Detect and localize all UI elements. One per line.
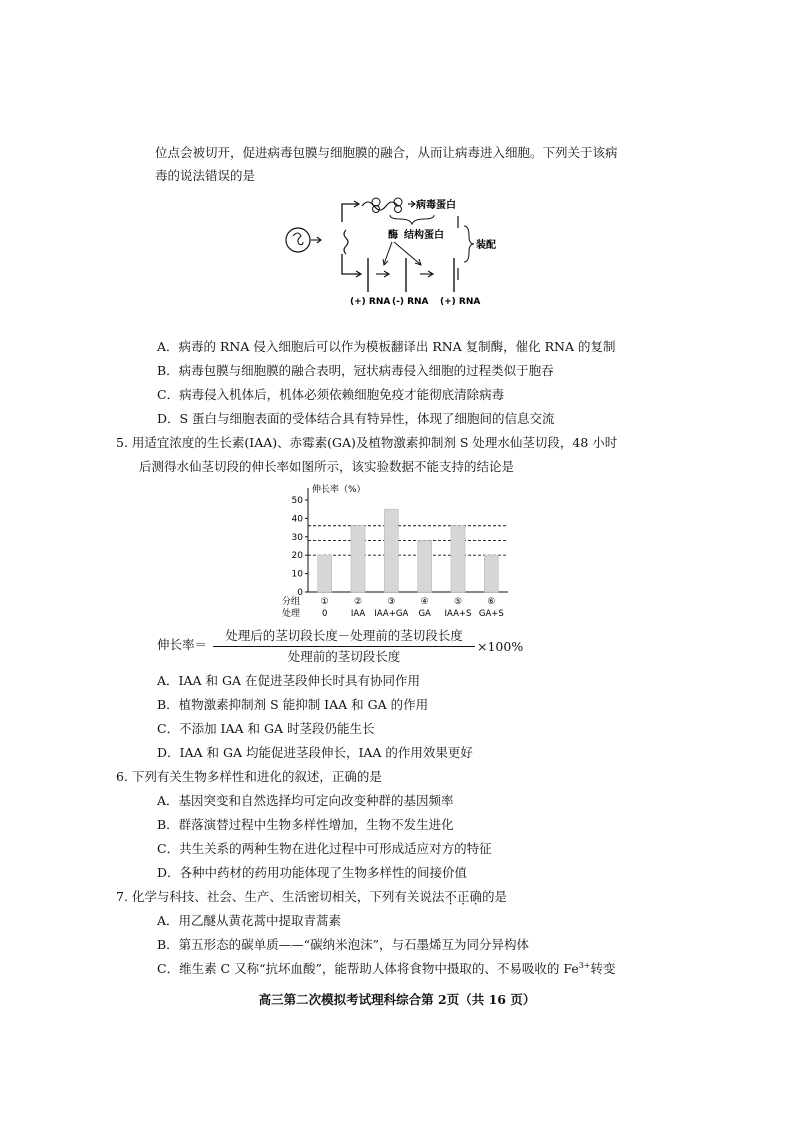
formula-denominator: 处理前的茎切段长度 bbox=[287, 649, 401, 664]
bar-0 bbox=[318, 555, 332, 592]
q4-intro-line2: 毒的说法错误的是 bbox=[155, 168, 256, 183]
bar-4 bbox=[451, 526, 465, 592]
group-number-5: ⑥ bbox=[487, 597, 496, 607]
category-label-5: GA+S bbox=[478, 609, 504, 619]
y-tick-label-1: 10 bbox=[291, 569, 303, 580]
fraction-bar bbox=[213, 646, 475, 647]
q7-option-c-text: C．维生素 C 又称“抗坏血酸”，能帮助人体将食物中摄取的、不易吸收的 Fe bbox=[157, 961, 579, 976]
category-label-1: IAA bbox=[350, 609, 366, 619]
q5-stem-line2: 后测得水仙茎切段的伸长率如图所示，该实验数据不能支持的结论是 bbox=[139, 459, 515, 474]
q7-stem-a: 7. 化学与科技、社会、生产、生活密切相关，下列有关说法 bbox=[116, 889, 445, 904]
elongation-rate-bar-chart bbox=[276, 480, 526, 625]
x-axis-label-line-1: 处理 bbox=[282, 609, 301, 619]
q5-option-c: C．不添加 IAA 和 GA 时茎段仍能生长 bbox=[157, 721, 375, 736]
q7-option-c-tail: 转变 bbox=[590, 961, 616, 976]
y-tick-label-2: 20 bbox=[291, 551, 303, 562]
virus-replication-diagram bbox=[280, 192, 510, 310]
q4-option-d: D．S 蛋白与细胞表面的受体结合具有特异性，体现了细胞间的信息交流 bbox=[157, 411, 555, 426]
label-assembly: 装配 bbox=[476, 240, 496, 251]
bar-1 bbox=[351, 526, 365, 592]
q7-option-c bbox=[157, 960, 616, 978]
protein-brace bbox=[390, 215, 434, 224]
q6-option-a: A．基因突变和自然选择均可定向改变种群的基因频率 bbox=[157, 793, 454, 808]
q6-option-b: B．群落演替过程中生物多样性增加，生物不发生进化 bbox=[157, 817, 454, 832]
q5-option-b: B．植物激素抑制剂 S 能抑制 IAA 和 GA 的作用 bbox=[157, 697, 429, 712]
label-enzyme: 酶 bbox=[388, 230, 398, 241]
q4-option-a: A．病毒的 RNA 侵入细胞后可以作为模板翻译出 RNA 复制酶，催化 RNA 的复制 bbox=[157, 339, 616, 354]
page-footer: 高三第二次模拟考试理科综合第 2页（共 16 页） bbox=[258, 992, 536, 1007]
category-label-4: IAA+S bbox=[444, 609, 472, 619]
label-virus-protein: 病毒蛋白 bbox=[416, 200, 456, 211]
q4-option-c: C．病毒侵入机体后，机体必须依赖细胞免疫才能彻底清除病毒 bbox=[157, 387, 505, 402]
q4-option-b: B．病毒包膜与细胞膜的融合表明，冠状病毒侵入细胞的过程类似于胞吞 bbox=[157, 363, 554, 378]
emphasis-char-0: 不 bbox=[444, 889, 457, 904]
group-number-1: ② bbox=[353, 597, 363, 607]
q6-option-c: C．共生关系的两种生物在进化过程中可形成适应对方的特征 bbox=[157, 841, 492, 856]
bar-2 bbox=[384, 509, 398, 592]
category-label-0: 0 bbox=[321, 609, 328, 619]
q6-option-d: D．各种中药材的药用功能体现了生物多样性的间接价值 bbox=[157, 865, 468, 880]
q7-stem-b: 的是 bbox=[481, 889, 507, 904]
y-axis-label: 伸长率（%） bbox=[312, 485, 366, 495]
formula-lhs: 伸长率＝ bbox=[157, 637, 208, 652]
label-rna-plus-2: (+) RNA bbox=[440, 297, 481, 307]
formula-rhs: ×100% bbox=[477, 639, 524, 654]
virus-rna-coil-icon bbox=[293, 233, 303, 245]
label-structural-protein: 结构蛋白 bbox=[404, 230, 444, 241]
group-number-4: ⑤ bbox=[453, 597, 463, 607]
category-label-2: IAA+GA bbox=[374, 609, 409, 619]
label-rna-plus-1: (+) RNA bbox=[350, 297, 391, 307]
q5-option-d: D．IAA 和 GA 均能促进茎段伸长，IAA 的作用效果更好 bbox=[157, 745, 473, 760]
q7-option-a: A．用乙醚从黄花蒿中提取青蒿素 bbox=[157, 913, 342, 928]
y-tick-label-4: 40 bbox=[291, 514, 303, 525]
x-axis-label-line-0: 分组 bbox=[282, 597, 301, 607]
group-number-3: ④ bbox=[420, 597, 429, 607]
q5-option-a: A．IAA 和 GA 在促进茎段伸长时具有协同作用 bbox=[157, 673, 420, 688]
formula-numerator: 处理后的茎切段长度－处理前的茎切段长度 bbox=[225, 628, 463, 643]
emphasis-char-1: 正 bbox=[456, 889, 470, 904]
label-rna-minus: (-) RNA bbox=[392, 297, 429, 307]
group-number-0: ① bbox=[320, 597, 329, 607]
q7-stem-emphasis bbox=[444, 889, 482, 904]
rna-strand bbox=[344, 230, 348, 254]
category-label-3: GA bbox=[418, 609, 431, 619]
y-tick-label-3: 30 bbox=[291, 532, 303, 543]
q5-stem-line1: 5. 用适宜浓度的生长素(IAA)、赤霉素(GA)及植物激素抑制剂 S 处理水仙茎切段，48 小时 bbox=[116, 435, 618, 450]
q4-intro-line1: 位点会被切开，促进病毒包膜与细胞膜的融合，从而让病毒进入细胞。下列关于该病 bbox=[155, 145, 618, 160]
group-number-2: ③ bbox=[387, 597, 396, 607]
bar-3 bbox=[418, 540, 432, 592]
q6-stem: 6. 下列有关生物多样性和进化的叙述，正确的是 bbox=[116, 769, 382, 784]
y-tick-label-0: 0 bbox=[297, 588, 303, 598]
y-tick-label-5: 50 bbox=[291, 496, 303, 506]
emphasis-char-2: 确 bbox=[469, 889, 482, 904]
q7-option-c-sup: 3+ bbox=[578, 960, 591, 970]
q7-option-b: B．第五形态的碳单质——“碳纳米泡沫”，与石墨烯互为同分异构体 bbox=[157, 937, 529, 952]
bar-5 bbox=[484, 555, 498, 592]
assembly-brace bbox=[464, 226, 474, 262]
q7-stem bbox=[116, 888, 507, 906]
formula-fraction bbox=[213, 628, 475, 668]
